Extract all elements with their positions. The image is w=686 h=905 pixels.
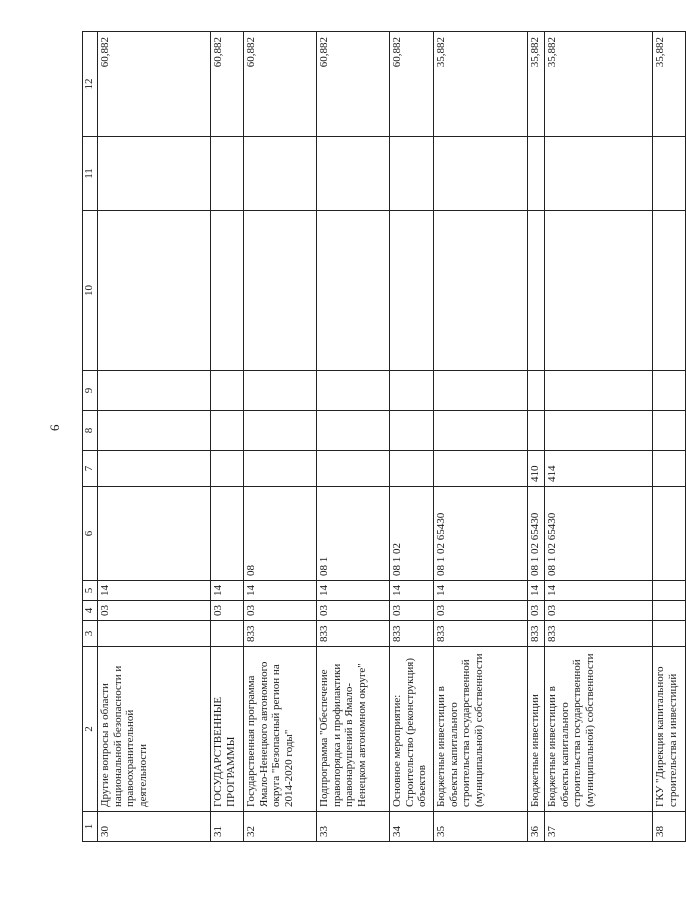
cell-c10 (390, 211, 434, 371)
cell-c9 (211, 371, 244, 411)
budget-table (82, 31, 686, 842)
col-header: 11 (83, 137, 98, 211)
cell-c5: 14 (244, 581, 317, 601)
cell-c5: 14 (390, 581, 434, 601)
table-row (244, 32, 317, 842)
cell-c4: 03 (390, 601, 434, 621)
cell-c5: 14 (528, 581, 545, 601)
cell-c8 (390, 411, 434, 451)
cell-c5: 14 (211, 581, 244, 601)
cell-c7 (98, 451, 211, 487)
table-row (211, 32, 244, 842)
row-name: ГОСУДАРСТВЕННЫЕ ПРОГРАММЫ (211, 647, 244, 812)
table-row (317, 32, 390, 842)
cell-c8 (434, 411, 528, 451)
cell-c6: 08 1 02 65430 (434, 487, 528, 581)
cell-c10 (434, 211, 528, 371)
page-number: 6 (47, 424, 62, 431)
table-row (653, 32, 686, 842)
cell-c5: 14 (98, 581, 211, 601)
cell-c10 (545, 211, 653, 371)
cell-c11 (545, 137, 653, 211)
row-number: 35 (434, 812, 528, 842)
row-name: Бюджетные инвестиции в объекты капитального строительства государственной (муниципальной) собственности (434, 647, 528, 812)
cell-c11 (211, 137, 244, 211)
cell-c4: 03 (317, 601, 390, 621)
cell-c11 (653, 137, 686, 211)
cell-c11 (317, 137, 390, 211)
cell-c9 (98, 371, 211, 411)
row-number: 38 (653, 812, 686, 842)
cell-c6 (211, 487, 244, 581)
cell-c7 (211, 451, 244, 487)
cell-c4: 03 (434, 601, 528, 621)
row-name: Другие вопросы в области национальной безопасности и правоохранительной деятельности (98, 647, 211, 812)
table-row (528, 32, 545, 842)
cell-c5 (653, 581, 686, 601)
cell-c3: 833 (244, 621, 317, 647)
cell-c6: 08 1 02 65430 (545, 487, 653, 581)
cell-c11 (434, 137, 528, 211)
cell-c12: 35,882 (528, 32, 545, 137)
row-name: ГКУ "Дирекция капитального строительства и инвестиций (653, 647, 686, 812)
cell-c5: 14 (434, 581, 528, 601)
cell-c4: 03 (528, 601, 545, 621)
cell-c8 (211, 411, 244, 451)
cell-c12: 35,882 (545, 32, 653, 137)
cell-c10 (653, 211, 686, 371)
table-row (390, 32, 434, 842)
table-row (434, 32, 528, 842)
cell-c9 (528, 371, 545, 411)
row-name: Бюджетные инвестиции в объекты капитального строительства государственной (муниципальной) собственности (545, 647, 653, 812)
cell-c10 (528, 211, 545, 371)
cell-c4: 03 (244, 601, 317, 621)
row-name: Государственная программа Ямало-Ненецкого автономного округа "Безопасный регион на 2014-2020 годы" (244, 647, 317, 812)
cell-c12: 60,882 (244, 32, 317, 137)
cell-c9 (317, 371, 390, 411)
rotated-table-container (82, 32, 679, 842)
col-header: 12 (83, 32, 98, 137)
cell-c7 (390, 451, 434, 487)
cell-c7 (317, 451, 390, 487)
cell-c4: 03 (545, 601, 653, 621)
cell-c12: 60,882 (98, 32, 211, 137)
cell-c3 (653, 621, 686, 647)
cell-c11 (390, 137, 434, 211)
cell-c3: 833 (528, 621, 545, 647)
header-row (83, 32, 98, 842)
cell-c8 (317, 411, 390, 451)
row-number: 31 (211, 812, 244, 842)
cell-c7: 414 (545, 451, 653, 487)
cell-c8 (545, 411, 653, 451)
cell-c7: 410 (528, 451, 545, 487)
col-header: 5 (83, 581, 98, 601)
cell-c4: 03 (98, 601, 211, 621)
cell-c12: 60,882 (390, 32, 434, 137)
cell-c6: 08 1 02 65430 (528, 487, 545, 581)
cell-c11 (98, 137, 211, 211)
col-header: 2 (83, 647, 98, 812)
row-name: Бюджетные инвестиции (528, 647, 545, 812)
cell-c5: 14 (317, 581, 390, 601)
cell-c3: 833 (390, 621, 434, 647)
cell-c12: 35,882 (434, 32, 528, 137)
cell-c9 (545, 371, 653, 411)
row-number: 36 (528, 812, 545, 842)
cell-c12: 35,882 (653, 32, 686, 137)
row-number: 34 (390, 812, 434, 842)
cell-c8 (98, 411, 211, 451)
cell-c7 (653, 451, 686, 487)
cell-c11 (528, 137, 545, 211)
col-header: 6 (83, 487, 98, 581)
cell-c4 (653, 601, 686, 621)
cell-c6 (653, 487, 686, 581)
col-header: 7 (83, 451, 98, 487)
cell-c12: 60,882 (211, 32, 244, 137)
cell-c5: 14 (545, 581, 653, 601)
cell-c8 (244, 411, 317, 451)
cell-c11 (244, 137, 317, 211)
col-header: 3 (83, 621, 98, 647)
cell-c9 (653, 371, 686, 411)
cell-c6 (98, 487, 211, 581)
row-number: 32 (244, 812, 317, 842)
row-number: 33 (317, 812, 390, 842)
cell-c8 (528, 411, 545, 451)
col-header: 9 (83, 371, 98, 411)
table-row (98, 32, 211, 842)
col-header: 10 (83, 211, 98, 371)
cell-c9 (434, 371, 528, 411)
cell-c3: 833 (317, 621, 390, 647)
col-header: 8 (83, 411, 98, 451)
cell-c10 (98, 211, 211, 371)
row-number: 30 (98, 812, 211, 842)
row-number: 37 (545, 812, 653, 842)
cell-c6: 08 1 02 (390, 487, 434, 581)
cell-c9 (390, 371, 434, 411)
cell-c3 (211, 621, 244, 647)
cell-c7 (434, 451, 528, 487)
cell-c6: 08 1 (317, 487, 390, 581)
cell-c10 (211, 211, 244, 371)
cell-c8 (653, 411, 686, 451)
row-name: Основное мероприятие: Строительство (реконструкция) объектов (390, 647, 434, 812)
cell-c3: 833 (545, 621, 653, 647)
cell-c3 (98, 621, 211, 647)
cell-c9 (244, 371, 317, 411)
col-header: 4 (83, 601, 98, 621)
table-row (545, 32, 653, 842)
col-header: 1 (83, 812, 98, 842)
cell-c12: 60,882 (317, 32, 390, 137)
cell-c10 (317, 211, 390, 371)
row-name: Подпрограмма "Обеспечение правопорядка и профилактики правонарушений в Ямало-Ненецком автономном округе" (317, 647, 390, 812)
cell-c7 (244, 451, 317, 487)
cell-c6: 08 (244, 487, 317, 581)
cell-c4: 03 (211, 601, 244, 621)
cell-c10 (244, 211, 317, 371)
cell-c3: 833 (434, 621, 528, 647)
